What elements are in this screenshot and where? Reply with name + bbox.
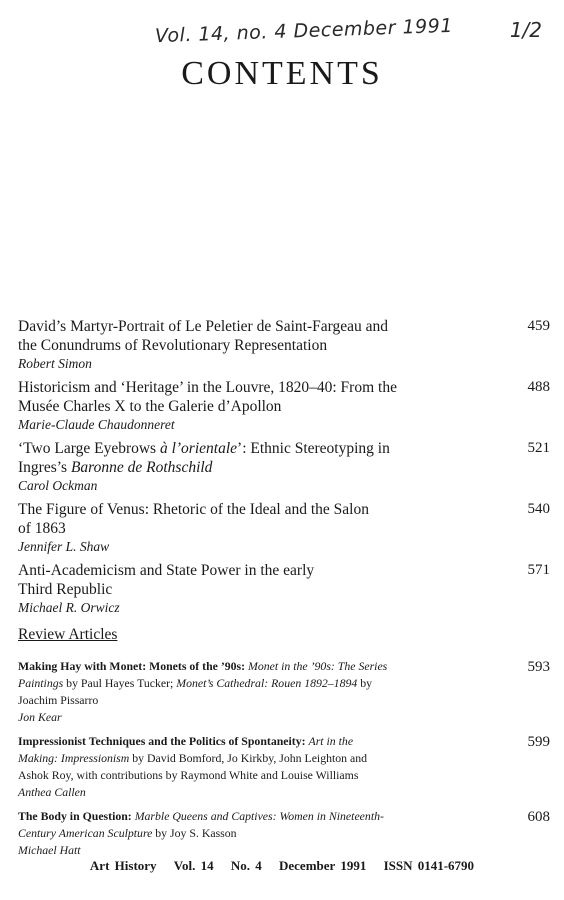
- review-title: Making Hay with Monet: Monets of the ’90s: Monet in the ’90s: The Series Paintings by Paul Hayes Tucker; Monet’s Cathedral: Rouen 1892–1894 by Joachim Pissarro: [18, 659, 388, 707]
- page-number: 488: [527, 379, 550, 395]
- article-author: Robert Simon: [18, 356, 92, 371]
- handwritten-corner-note: 1/2: [509, 18, 542, 42]
- page-number: 608: [527, 809, 550, 825]
- review-entry: [18, 658, 550, 726]
- article-author: Michael R. Orwicz: [18, 600, 120, 615]
- page-number: 593: [527, 659, 550, 675]
- page-number: 540: [527, 501, 550, 517]
- journal-volume: Vol. 14: [173, 858, 214, 873]
- review-title: Impressionist Techniques and the Politics of Spontaneity: Art in the Making: Impressionism by David Bomford, Jo Kirkby, John Leighton and Ashok Roy, with contributions by Raymond White and Louise Williams: [18, 734, 368, 782]
- article-list: [18, 317, 550, 866]
- page-number: 521: [527, 440, 550, 456]
- page-number: 599: [527, 734, 550, 750]
- journal-name: Art History: [89, 858, 157, 873]
- article-title: Historicism and ‘Heritage’ in the Louvre, 1820–40: From the Musée Charles X to the Galerie d’Apollon: [18, 379, 397, 415]
- article-title: Anti-Academicism and State Power in the early Third Republic: [18, 562, 315, 598]
- article-title: The Figure of Venus: Rhetoric of the Ideal and the Salon of 1863: [18, 501, 369, 537]
- journal-issn: ISSN 0141-6790: [383, 858, 475, 873]
- article-entry: [18, 317, 550, 372]
- page-number: 459: [527, 318, 550, 334]
- article-author: Carol Ockman: [18, 478, 98, 493]
- review-author: Jon Kear: [18, 710, 62, 724]
- article-entry: [18, 561, 550, 616]
- review-author: Anthea Callen: [18, 785, 86, 799]
- review-entry: [18, 808, 550, 859]
- handwritten-issue-note: Vol. 14, no. 4 December 1991: [154, 14, 454, 48]
- journal-footer: [0, 858, 564, 874]
- review-articles-heading: Review Articles: [18, 626, 118, 643]
- review-entry: [18, 733, 550, 801]
- review-title: The Body in Question: Marble Queens and Captives: Women in Nineteenth- Century American Sculpture by Joy S. Kasson: [18, 809, 384, 840]
- article-entry: [18, 439, 550, 494]
- page-number: 571: [527, 562, 550, 578]
- page-title: CONTENTS: [181, 55, 383, 92]
- article-title: ‘Two Large Eyebrows à l’orientale’: Ethnic Stereotyping in Ingres’s Baronne de Rothschild: [18, 440, 390, 476]
- review-author: Michael Hatt: [18, 843, 81, 857]
- article-title: David’s Martyr-Portrait of Le Peletier de Saint-Fargeau and the Conundrums of Revolutionary Representation: [18, 318, 389, 354]
- article-author: Jennifer L. Shaw: [18, 539, 110, 554]
- article-entry: [18, 378, 550, 433]
- article-entry: [18, 500, 550, 555]
- journal-date: December 1991: [279, 858, 367, 873]
- review-list: [18, 658, 550, 859]
- article-author: Marie-Claude Chaudonneret: [18, 417, 175, 432]
- journal-number: No. 4: [230, 858, 262, 873]
